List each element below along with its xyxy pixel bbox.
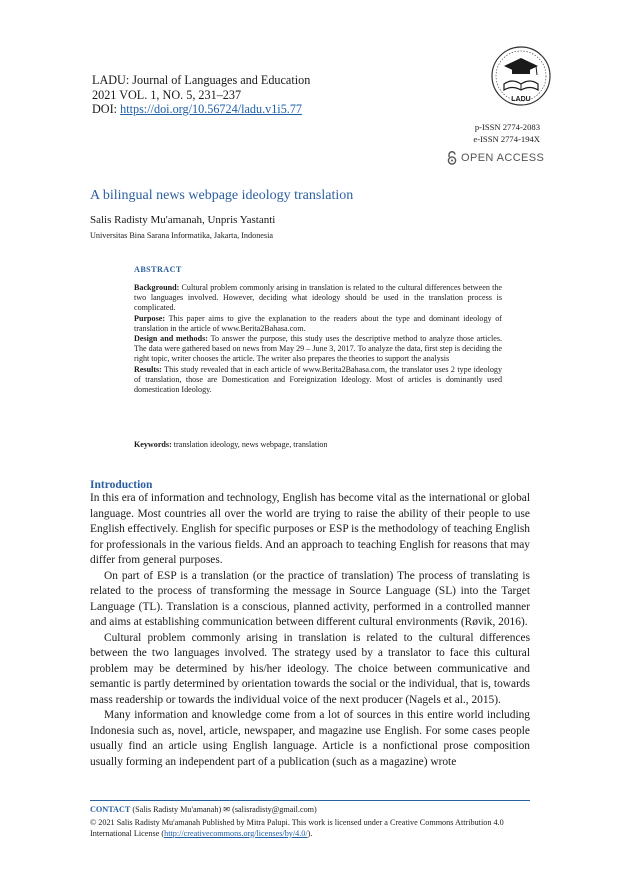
keywords-text: translation ideology, news webpage, translation [171,440,328,449]
license-link[interactable]: http://creativecommons.org/licenses/by/4.0/ [164,828,308,838]
abstract-results [134,365,502,396]
intro-paragraph-4: Many information and knowledge come from a lot of sources in this entire world including Indonesia such as, novel, article, newspaper, and magazine use English. For some cases people usually find an article using English language. Article is a nonfictional prose composition usually forming an independent part of a publication (such as a magazine) wrote [90,709,530,768]
license-note [90,818,530,839]
issn-block [473,122,540,145]
pissn: p-ISSN 2774-2083 [474,122,540,132]
footer-divider [90,800,530,801]
intro-paragraph-3: Cultural problem commonly arising in translation is related to the cultural differences between the two languages involved. The strategy used by a translator to face this cultural problem may be determined by his/her ideology. The choice between communicative and semantic is partly determined by orientation towards the social or the individual, that is, towards mass readership or towards the individual voice of the next producer (Nagels et al., 2015). [90,631,530,706]
affiliation: Universitas Bina Sarana Informatika, Jakarta, Indonesia [90,231,274,240]
license-text: © 2021 Salis Radisty Mu'amanah Published by Mitra Palupi. This work is licensed under a Creative Commons Attribution 4.0 International License ( [90,818,504,838]
open-access-label: OPEN ACCESS [461,152,545,164]
contact-line [90,804,317,814]
authors: Salis Radisty Mu'amanah, Unpris Yastanti [90,214,276,226]
open-lock-icon [447,151,457,165]
journal-header [92,73,310,117]
abstract-background [134,283,502,314]
introduction-heading: Introduction [90,479,153,491]
contact-text: (Salis Radisty Mu'amanah) ✉ (salisradisty@gmail.com) [130,805,317,814]
volume-line: 2021 VOL. 1, NO. 5, 231–237 [92,87,242,102]
design-label: Design and methods: [134,334,208,344]
results-text: This study revealed that in each article of www.Berita2Bahasa.com, the translator uses 2 type ideology of translation, those are Domestication and Foreignization Ideology. Most of articles is dominantly used domestication Ideology. [134,364,502,395]
keywords [134,440,327,449]
journal-name: LADU: Journal of Languages and Education [92,73,311,87]
design-text: To answer the purpose, this study uses the descriptive method to analyze those articles. The data were gathered based on news from May 29 – June 3, 2017. To analyze the data, first step is deciding the right topic, writer chooses the article. The writer also prepares the theories to support the analysis [134,334,502,364]
contact-label: CONTACT [90,805,131,814]
purpose-text: This paper aims to give the explanation to the readers about the type and dominant ideology of translation in the article of www.Berita2Bahasa.com. [134,313,502,333]
abstract-heading: ABSTRACT [134,265,182,274]
intro-paragraph-1: In this era of information and technology, English has become vital as the international or global language. Most countries all over the world are trying to raise the ability of their people to use English effectively. English for specific purposes or ESP is the methodology of teaching English for professionals in the various fields. And an approach to teaching English for reasons that may differ from general purposes. [90,492,530,566]
open-access-badge [447,151,544,165]
journal-logo [482,44,560,112]
abstract-body [134,283,502,395]
intro-paragraph-2: On part of ESP is a translation (or the practice of translation) The process of translating is related to the process of transforming the message in Source Language (SL) into the Target Language (TL). Translation is a conscious, planned activity, performed in a controlled manner and aims at establishing communication between different cultural environments (Røvik, 2016). [90,569,530,628]
doi-link[interactable]: https://doi.org/10.56724/ladu.v1i5.77 [120,102,303,116]
logo-caption: LADU [511,96,531,103]
eissn: e-ISSN 2774-194X [473,133,540,144]
background-label: Background: [134,283,180,292]
introduction-body [90,491,530,770]
keywords-label: Keywords: [134,440,172,449]
license-end: ). [307,828,313,838]
article-title: A bilingual news webpage ideology translation [90,188,354,203]
purpose-label: Purpose: [134,313,166,323]
background-text: Cultural problem commonly arising in translation is related to the cultural differences between the two languages involved. However, deciding what ideology should be used in the translation process is complicated. [134,283,502,313]
doi-line [92,102,310,117]
abstract-design [134,334,502,365]
results-label: Results: [134,364,162,374]
doi-label: DOI: [92,102,121,116]
abstract-purpose [134,314,502,334]
